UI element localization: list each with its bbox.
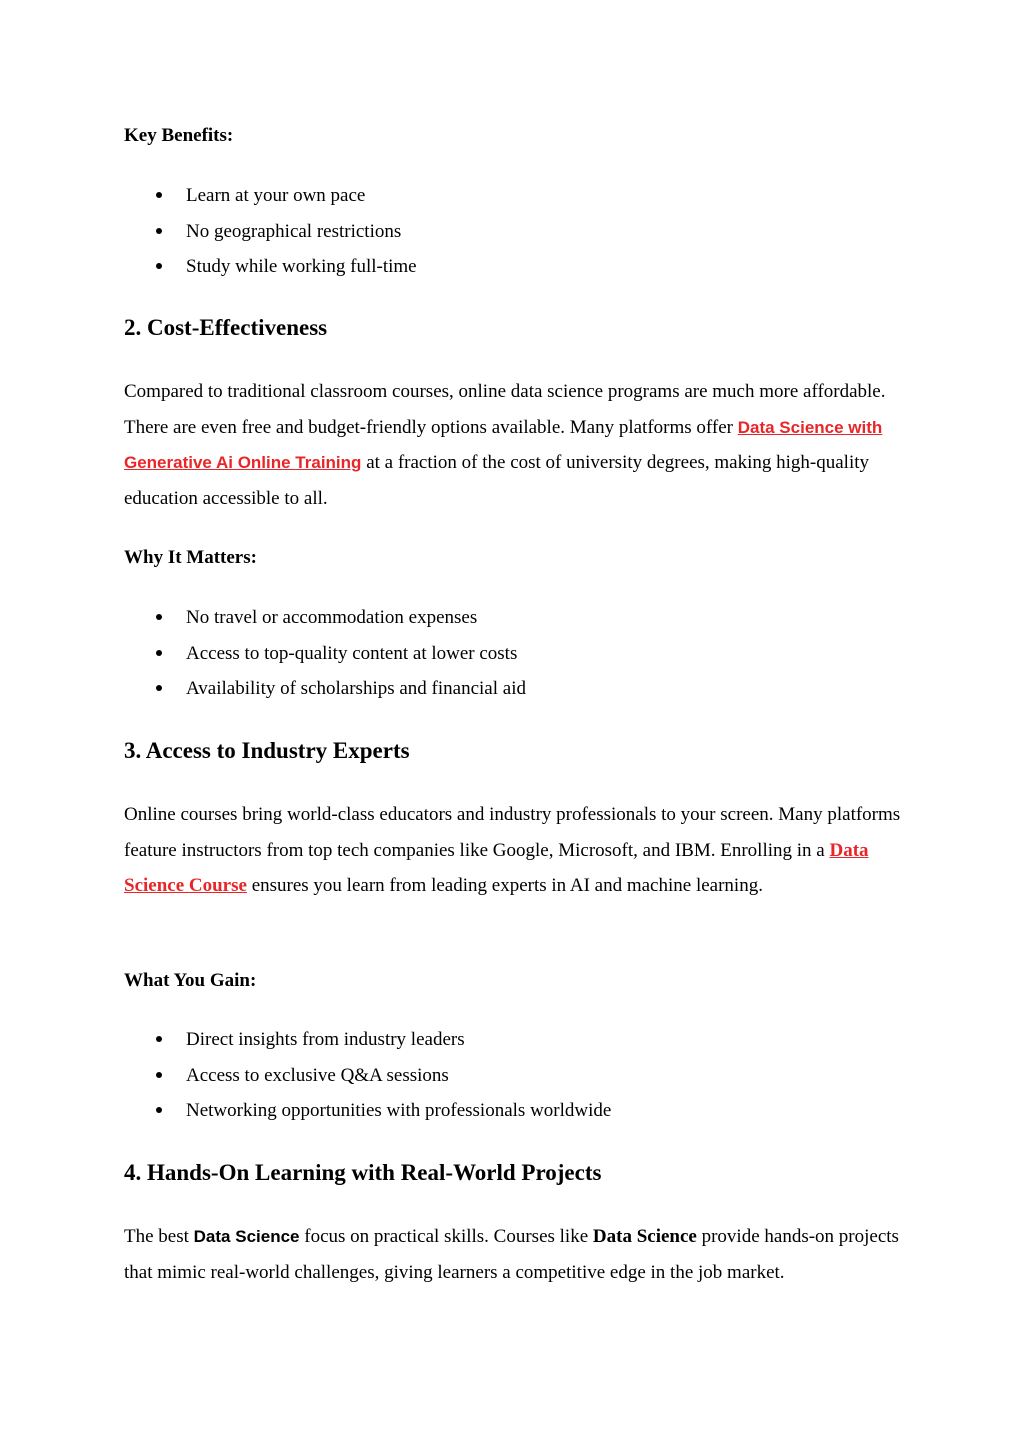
experts-paragraph: Online courses bring world-class educators and industry professionals to your screen. Many platforms feature instructors from top tech companies like Google, Microsoft, and IBM. Enrolling in a Data Science Course ensures you learn from leading experts in AI and machine learning. bbox=[124, 804, 901, 896]
what-you-gain-title: What You Gain: bbox=[124, 970, 257, 991]
list-item: Learn at your own pace bbox=[124, 178, 417, 214]
bullet-icon bbox=[156, 614, 162, 620]
bullet-icon bbox=[156, 1036, 162, 1042]
list-item: Availability of scholarships and financial aid bbox=[124, 671, 526, 707]
projects-paragraph: The best Data Science focus on practical skills. Courses like Data Science provide hands-on projects that mimic real-world challenges, giving learners a competitive edge in the job market. bbox=[124, 1226, 899, 1283]
bullet-icon bbox=[156, 650, 162, 656]
list-item: Access to exclusive Q&A sessions bbox=[124, 1058, 611, 1094]
section-heading-experts: 3. Access to Industry Experts bbox=[124, 738, 410, 763]
why-it-matters-title: Why It Matters: bbox=[124, 547, 257, 568]
list-item: Study while working full-time bbox=[124, 249, 417, 285]
data-science-course-link[interactable]: Data Science Course bbox=[124, 839, 869, 896]
cost-paragraph: Compared to traditional classroom courses, online data science programs are much more affordable. There are even free and budget-friendly options available. Many platforms offer Data Science with Generative Ai Online Training at a fraction of the cost of university degrees, making high-quality education accessible to all. bbox=[124, 381, 886, 509]
bullet-icon bbox=[156, 192, 162, 198]
data-science-bold: Data Science bbox=[592, 1226, 697, 1247]
bullet-icon bbox=[156, 1072, 162, 1078]
bullet-icon bbox=[156, 263, 162, 269]
generative-ai-training-link[interactable]: Data Science with Generative Ai Online Training bbox=[124, 417, 883, 472]
list-item: No travel or accommodation expenses bbox=[124, 600, 526, 636]
bullet-icon bbox=[156, 1107, 162, 1113]
list-item: Access to top-quality content at lower costs bbox=[124, 636, 526, 672]
section-heading-cost: 2. Cost-Effectiveness bbox=[124, 315, 328, 340]
list-item: Direct insights from industry leaders bbox=[124, 1022, 611, 1058]
section-heading-projects: 4. Hands-On Learning with Real-World Projects bbox=[124, 1160, 602, 1185]
key-benefits-title: Key Benefits: bbox=[124, 125, 234, 146]
what-you-gain-list bbox=[124, 1022, 611, 1129]
bullet-icon bbox=[156, 685, 162, 691]
why-it-matters-list bbox=[124, 600, 526, 707]
list-item: No geographical restrictions bbox=[124, 214, 417, 250]
list-item: Networking opportunities with professionals worldwide bbox=[124, 1093, 611, 1129]
bullet-icon bbox=[156, 228, 162, 234]
data-science-bold: Data Science bbox=[193, 1227, 300, 1246]
key-benefits-list bbox=[124, 178, 417, 285]
